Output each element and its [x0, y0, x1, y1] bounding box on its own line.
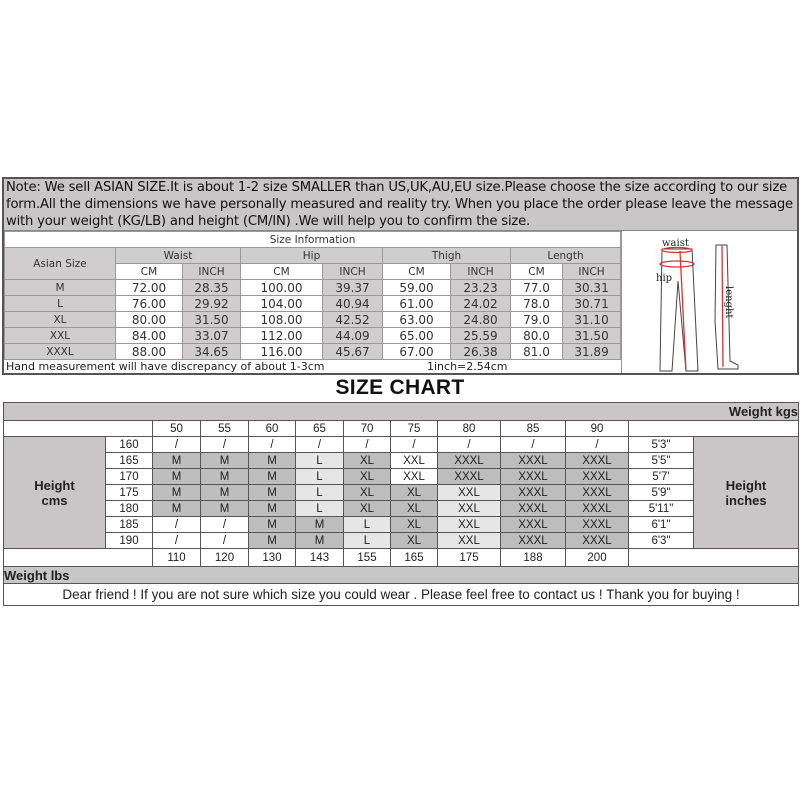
weight-kg: 60	[249, 421, 296, 437]
size-cell: XL	[391, 517, 438, 533]
measurement-cell: 33.07	[183, 328, 241, 344]
weight-kg: 85	[501, 421, 566, 437]
measurement-cell: 116.00	[241, 344, 323, 360]
unit-inch: INCH	[451, 264, 511, 280]
measurement-note: Hand measurement will have discrepancy of about 1-3cm	[6, 360, 325, 373]
unit-inch: INCH	[183, 264, 241, 280]
weight-lbs: 188	[501, 549, 566, 567]
height-label: Height	[725, 477, 767, 493]
table-row	[4, 533, 799, 549]
pants-measurement-diagram	[621, 231, 797, 373]
measurement-cell: 25.59	[451, 328, 511, 344]
height-cm: 165	[106, 453, 153, 469]
size-cell: L	[344, 517, 391, 533]
blank-cell	[4, 421, 153, 437]
size-cell: /	[153, 533, 201, 549]
waist-label: waist	[662, 238, 689, 249]
cms-label: cms	[41, 492, 68, 508]
footer-row	[4, 584, 799, 606]
size-cell: /	[566, 437, 629, 453]
table-row	[5, 296, 621, 312]
weight-kg: 75	[391, 421, 438, 437]
lbs-row	[4, 549, 799, 567]
height-inch: 6'1"	[629, 517, 694, 533]
measurement-cell: 76.00	[116, 296, 183, 312]
size-cell: L	[296, 485, 344, 501]
size-cell: /	[153, 437, 201, 453]
weight-lbs: 155	[344, 549, 391, 567]
size-cell: M	[249, 485, 296, 501]
size-cell: /	[391, 437, 438, 453]
measurement-cell: 44.09	[323, 328, 383, 344]
measurement-cell: 23.23	[451, 280, 511, 296]
size-cell: XXXL	[501, 469, 566, 485]
measurement-cell: 65.00	[383, 328, 451, 344]
measurement-cell: 112.00	[241, 328, 323, 344]
weight-kg: 70	[344, 421, 391, 437]
size-cell: XXL	[438, 501, 501, 517]
measurement-cell: 59.00	[383, 280, 451, 296]
size-cell: M	[201, 485, 249, 501]
measurement-cell: 31.50	[563, 328, 621, 344]
size-cell: XL	[391, 501, 438, 517]
size-cell: XXXL	[566, 469, 629, 485]
group-header: Waist	[116, 248, 241, 264]
blank-cell	[629, 421, 799, 437]
blank-cell	[4, 549, 153, 567]
measurement-cell: 81.0	[511, 344, 563, 360]
unit-inch: INCH	[323, 264, 383, 280]
measurement-cell: 30.31	[563, 280, 621, 296]
weight-lbs: 200	[566, 549, 629, 567]
height-inches-label	[694, 437, 799, 549]
table-row	[4, 501, 799, 517]
table-row	[5, 328, 621, 344]
height-inch: 6'3"	[629, 533, 694, 549]
size-cell: XXXL	[501, 517, 566, 533]
measurement-cell: 108.00	[241, 312, 323, 328]
measurement-cell: 40.94	[323, 296, 383, 312]
height-cm: 180	[106, 501, 153, 517]
table-row	[5, 280, 621, 296]
measurement-cell: 31.10	[563, 312, 621, 328]
size-cell: L	[296, 469, 344, 485]
size-cell: /	[501, 437, 566, 453]
size-cell: XXL	[391, 453, 438, 469]
size-info-title-row	[5, 232, 621, 248]
measurement-cell: 26.38	[451, 344, 511, 360]
size-cell: M	[201, 501, 249, 517]
measurement-cell: 24.80	[451, 312, 511, 328]
size-cell: XL	[391, 485, 438, 501]
hip-label: hip	[656, 273, 673, 284]
weight-lbs: 110	[153, 549, 201, 567]
size-cell: L	[344, 533, 391, 549]
weight-lbs: 120	[201, 549, 249, 567]
unit-cm: CM	[241, 264, 323, 280]
measurement-cell: 80.00	[116, 312, 183, 328]
length-label: lenght	[723, 286, 734, 319]
table-row	[4, 453, 799, 469]
size-cell: M	[296, 533, 344, 549]
measurement-cell: 30.71	[563, 296, 621, 312]
measurement-cell: 34.65	[183, 344, 241, 360]
measurement-cell: 45.67	[323, 344, 383, 360]
size-cell: XXXL	[438, 453, 501, 469]
table-row	[4, 469, 799, 485]
size-cell: M	[201, 469, 249, 485]
size-note	[4, 179, 797, 231]
size-cell: XXXL	[566, 485, 629, 501]
size-cell: XXXL	[438, 469, 501, 485]
measurement-cell: 72.00	[116, 280, 183, 296]
size-chart-table	[3, 402, 799, 606]
size-label: XL	[5, 312, 116, 328]
size-cell: /	[201, 517, 249, 533]
measurement-cell: 31.50	[183, 312, 241, 328]
size-cell: XL	[344, 469, 391, 485]
table-row	[4, 517, 799, 533]
weight-kgs-label: Weight kgs	[4, 403, 799, 421]
inch-conversion: 1inch=2.54cm	[427, 360, 508, 373]
size-cell: M	[201, 453, 249, 469]
size-cell: XXL	[438, 485, 501, 501]
unit-inch: INCH	[563, 264, 621, 280]
size-cell: XXXL	[566, 501, 629, 517]
weight-lbs: 130	[249, 549, 296, 567]
weight-lbs: 165	[391, 549, 438, 567]
height-cm: 160	[106, 437, 153, 453]
measurement-cell: 78.0	[511, 296, 563, 312]
size-label: XXXL	[5, 344, 116, 360]
size-cell: M	[249, 469, 296, 485]
weight-lbs-label: Weight lbs	[4, 567, 799, 584]
kg-header-row	[4, 421, 799, 437]
asian-size-header: Asian Size	[5, 248, 116, 280]
unit-cm: CM	[383, 264, 451, 280]
group-header: Length	[511, 248, 621, 264]
size-info-panel	[2, 177, 799, 375]
group-header: Hip	[241, 248, 383, 264]
table-row	[5, 312, 621, 328]
size-information-table	[4, 231, 621, 360]
measurement-cell: 63.00	[383, 312, 451, 328]
measurement-cell: 24.02	[451, 296, 511, 312]
size-label: L	[5, 296, 116, 312]
size-cell: XXL	[438, 517, 501, 533]
measurement-cell: 42.52	[323, 312, 383, 328]
size-cell: XXXL	[501, 533, 566, 549]
weight-kg: 90	[566, 421, 629, 437]
measurement-cell: 31.89	[563, 344, 621, 360]
page-title: SIZE CHART	[335, 376, 465, 399]
measurement-cell: 67.00	[383, 344, 451, 360]
size-cell: /	[201, 437, 249, 453]
height-inch: 5'7'	[629, 469, 694, 485]
size-cell: M	[153, 453, 201, 469]
measurement-cell: 84.00	[116, 328, 183, 344]
size-cell: XXXL	[501, 501, 566, 517]
measurement-cell: 29.92	[183, 296, 241, 312]
size-cell: /	[201, 533, 249, 549]
note-line: Note: We sell ASIAN SIZE.It is about 1-2 size SMALLER than US,UK,AU,EU size.Please choose the size according to our size	[6, 180, 787, 195]
header-row	[5, 248, 621, 264]
blank-cell	[629, 549, 799, 567]
size-cell: M	[153, 485, 201, 501]
measurement-cell: 61.00	[383, 296, 451, 312]
size-cell: M	[153, 501, 201, 517]
size-footnote-row	[4, 359, 620, 373]
note-line: with your weight (KG/LB) and height (CM/IN) .We will help you to confirm the size.	[6, 214, 531, 229]
measurement-cell: 80.0	[511, 328, 563, 344]
size-cell: XL	[344, 485, 391, 501]
weight-kg: 55	[201, 421, 249, 437]
size-cell: M	[249, 501, 296, 517]
measurement-cell: 104.00	[241, 296, 323, 312]
size-cell: /	[153, 517, 201, 533]
weight-kg: 50	[153, 421, 201, 437]
unit-cm: CM	[116, 264, 183, 280]
size-cell: M	[153, 469, 201, 485]
size-cell: XXL	[438, 533, 501, 549]
table-row	[5, 344, 621, 360]
measurement-cell: 100.00	[241, 280, 323, 296]
size-label: M	[5, 280, 116, 296]
size-cell: XXXL	[501, 453, 566, 469]
size-cell: M	[296, 517, 344, 533]
size-cell: L	[296, 453, 344, 469]
size-cell: L	[296, 501, 344, 517]
size-cell: M	[249, 517, 296, 533]
height-cms-label	[4, 437, 106, 549]
weight-lbs: 143	[296, 549, 344, 567]
table-row	[4, 437, 799, 453]
weight-lbs: 175	[438, 549, 501, 567]
size-cell: XXXL	[501, 485, 566, 501]
size-cell: XL	[344, 501, 391, 517]
size-cell: /	[296, 437, 344, 453]
size-cell: /	[344, 437, 391, 453]
measurement-cell: 39.37	[323, 280, 383, 296]
height-cm: 190	[106, 533, 153, 549]
size-cell: XXXL	[566, 453, 629, 469]
height-cm: 175	[106, 485, 153, 501]
size-cell: XXXL	[566, 533, 629, 549]
size-cell: XL	[344, 453, 391, 469]
group-header: Thigh	[383, 248, 511, 264]
size-cell: M	[249, 533, 296, 549]
contact-message: Dear friend ! If you are not sure which size you could wear . Please feel free to contact us ! Thank you for buying !	[4, 584, 799, 606]
height-cm: 185	[106, 517, 153, 533]
inches-label: inches	[725, 492, 767, 508]
weight-kgs-row	[4, 403, 799, 421]
note-line: form.All the dimensions we have personally measured and reality try. When you place the order please leave the message	[6, 197, 793, 212]
pants-icon	[622, 231, 798, 373]
table-row	[4, 485, 799, 501]
size-label: XXL	[5, 328, 116, 344]
size-cell: XXL	[391, 469, 438, 485]
size-cell: /	[249, 437, 296, 453]
height-inch: 5'11"	[629, 501, 694, 517]
size-cell: M	[249, 453, 296, 469]
weight-kg: 65	[296, 421, 344, 437]
weight-kg: 80	[438, 421, 501, 437]
height-inch: 5'5"	[629, 453, 694, 469]
height-cm: 170	[106, 469, 153, 485]
height-inch: 5'3"	[629, 437, 694, 453]
unit-cm: CM	[511, 264, 563, 280]
measurement-cell: 77.0	[511, 280, 563, 296]
height-inch: 5'9"	[629, 485, 694, 501]
measurement-cell: 79.0	[511, 312, 563, 328]
size-cell: /	[438, 437, 501, 453]
size-info-title: Size Information	[5, 232, 621, 248]
height-label: Height	[34, 477, 75, 493]
size-cell: XL	[391, 533, 438, 549]
size-cell: XXXL	[566, 517, 629, 533]
measurement-cell: 28.35	[183, 280, 241, 296]
measurement-cell: 88.00	[116, 344, 183, 360]
weight-lbs-row	[4, 567, 799, 584]
